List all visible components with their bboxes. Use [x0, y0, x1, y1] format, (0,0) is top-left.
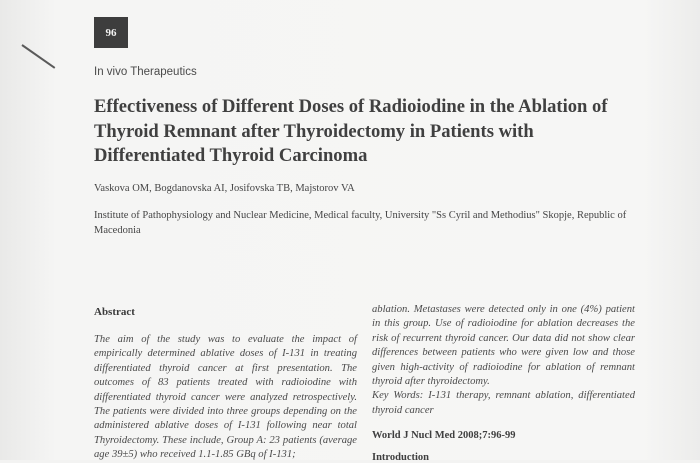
abstract-right-column — [372, 303, 635, 418]
journal-citation: World J Nucl Med 2008;7:96-99 — [372, 430, 516, 441]
keywords: Key Words: I-131 therapy, remnant ablation, differentiated thyroid cancer — [372, 390, 635, 416]
page-number: 96 — [105, 26, 117, 39]
page-number-badge — [94, 17, 128, 48]
abstract-text-right: ablation. Metastases were detected only in one (4%) patient in this group. Use of radioiodine for ablation decreases the risk of recurrent thyroid cancer. Our data did not show clear differences between patients who were given low and those given high-activity of radioiodine for ablation of remnant thyroid after thyroidectomy. — [372, 304, 635, 388]
abstract-left-column — [94, 333, 357, 463]
affiliation: Institute of Pathophysiology and Nuclear Medicine, Medical faculty, University "Ss Cyril and Methodius" Skopje, Republic of Macedonia — [94, 210, 627, 236]
section-label: In vivo Therapeutics — [94, 66, 197, 78]
introduction-heading: Introduction — [372, 452, 429, 463]
author-list: Vaskova OM, Bogdanovska AI, Josifovska TB, Majstorov VA — [94, 183, 355, 194]
abstract-text-left: The aim of the study was to evaluate the impact of empirically determined ablative doses of I-131 in treating differentiated thyroid cancer at first presentation. The outcomes of 83 patients treated with radioiodine with differentiated thyroid cancer were analyzed retrospectively. The patients were divided into three groups depending on the administered ablative doses of I-131 following near total Thyroidectomy. These include, Group A: 23 patients (average age 39±5) who received 1.1-1.85 GBq of I-131; — [94, 334, 357, 461]
abstract-heading: Abstract — [94, 306, 135, 318]
article-title: Effectiveness of Different Doses of Radioiodine in the Ablation of Thyroid Remnant after Thyroidectomy in Patients with Differentiated Thyroid Carcinoma — [94, 96, 608, 166]
